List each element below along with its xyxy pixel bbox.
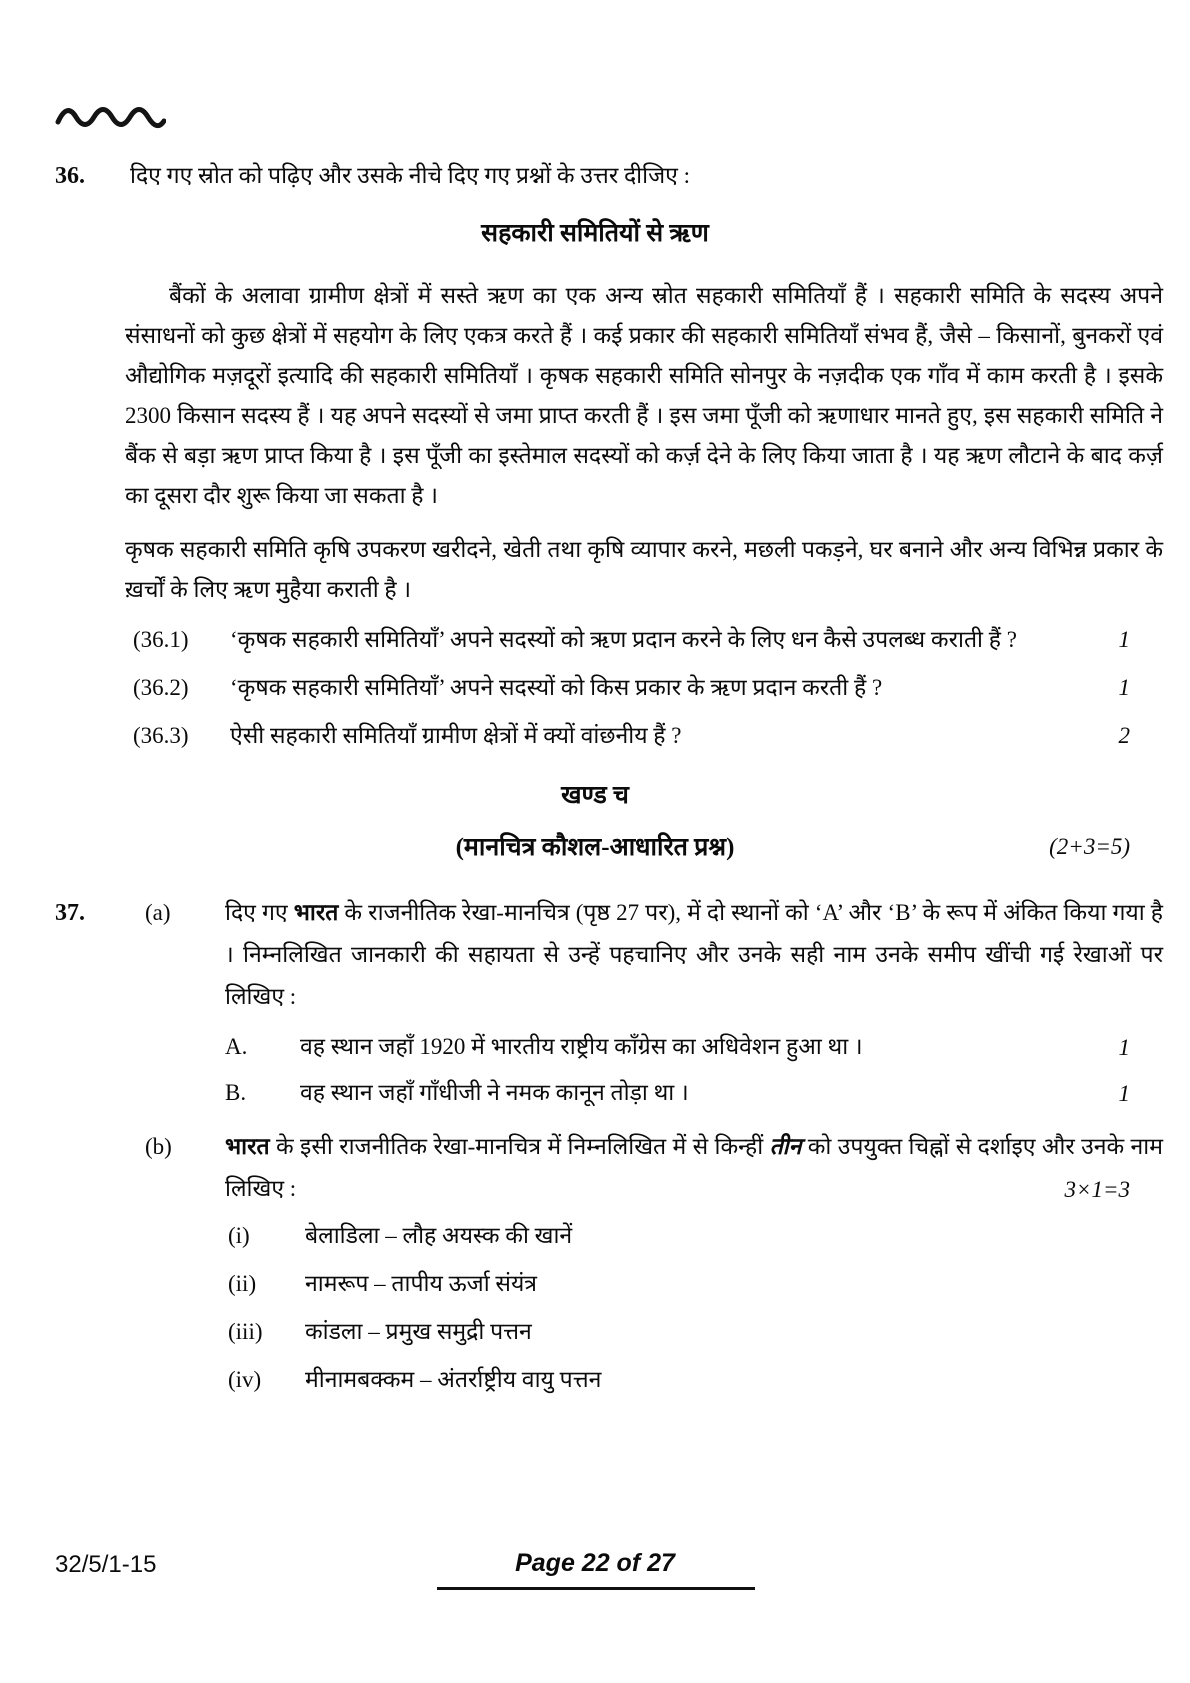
question-37a (0, 892, 1190, 1018)
question-36-1 (0, 620, 1190, 660)
q37b-text-part1: के इसी राजनीतिक रेखा-मानचित्र में निम्नलिखित में से किन्हीं (269, 1134, 770, 1159)
question-37a-item-B (0, 1072, 1190, 1114)
marks-36-3: 2 (1118, 723, 1130, 748)
question-37-number: 37. (55, 900, 85, 926)
question-36-1-label: (36.1) (133, 627, 189, 652)
question-37b-label: (b) (145, 1134, 172, 1159)
squiggle-mark (54, 98, 166, 134)
item-B-text: वह स्थान जहाँ गाँधीजी ने नमक कानून तोड़ा था । (300, 1080, 689, 1105)
question-36-3-text: ऐसी सहकारी समितियाँ ग्रामीण क्षेत्रों में क्यों वांछनीय हैं ? (230, 723, 682, 748)
marks-36-1: 1 (1118, 627, 1130, 652)
item-iii-label: (iii) (228, 1319, 263, 1344)
marks-37b: 3×1=3 (1064, 1177, 1130, 1202)
question-36-number: 36. (55, 163, 85, 189)
item-B-label: B. (225, 1080, 247, 1105)
question-37b (0, 1126, 1190, 1210)
question-37a-item-A (0, 1026, 1190, 1068)
q37b-bold-teen: तीन (769, 1134, 802, 1159)
question-37b-item-ii (0, 1262, 1190, 1306)
source-paragraph-1: बैंकों के अलावा ग्रामीण क्षेत्रों में सस्ते ऋण का एक अन्य स्रोत सहकारी समितियाँ हैं । सहकारी समिति के सदस्य अपने संसाधनों को कुछ क्षेत्रों में सहयोग के लिए एकत्र करते हैं । कई प्रकार की सहकारी समितियाँ संभव हैं, जैसे – किसानों, बुनकरों एवं औद्योगिक मज़दूरों इत्यादि की सहकारी समितियाँ । कृषक सहकारी समिति सोनपुर के नज़दीक एक गाँव में काम करती है । इसके 2300 किसान सदस्य हैं । यह अपने सदस्यों से जमा प्राप्त करती हैं । इस जमा पूँजी को ऋणाधार मानते हुए, इस सहकारी समिति ने बैंक से बड़ा ऋण प्राप्त किया है । इस पूँजी का इस्तेमाल सदस्यों को कर्ज़ देने के लिए किया जाता है । यह ऋण लौटाने के बाद कर्ज़ का दूसरा दौर शुरू किया जा सकता है । (125, 283, 1163, 508)
marks-36-2: 1 (1118, 675, 1130, 700)
item-A-text: वह स्थान जहाँ 1920 में भारतीय राष्ट्रीय काँग्रेस का अधिवेशन हुआ था । (300, 1034, 863, 1059)
item-ii-text: नामरूप – तापीय ऊर्जा संयंत्र (305, 1271, 538, 1296)
item-A-label: A. (225, 1034, 248, 1059)
question-36-2 (0, 668, 1190, 708)
item-i-text: बेलाडिला – लौह अयस्क की खानें (305, 1223, 573, 1248)
question-37a-label: (a) (145, 900, 171, 925)
item-ii-label: (ii) (228, 1271, 257, 1296)
question-36-3 (0, 716, 1190, 756)
q37b-bold-bharat: भारत (225, 1134, 270, 1159)
q37a-text-part1: दिए गए (225, 900, 294, 925)
section-marks: (2+3=5) (1049, 834, 1130, 859)
q37a-text-part2: के राजनीतिक रेखा-मानचित्र (पृष्ठ 27 पर), में दो स्थानों को ‘A’ और ‘B’ के रूप में अंकित किया गया है । निम्नलिखित जानकारी की सहायता से उन्हें पहचानिए और उनके सही नाम उनके समीप खींची गई रेखाओं पर लिखिए : (225, 900, 1163, 1009)
q37a-bold-bharat: भारत (293, 900, 339, 925)
question-37b-number-spacer (55, 1126, 145, 1210)
question-36-1-text: ‘कृषक सहकारी समितियाँ’ अपने सदस्यों को ऋण प्रदान करने के लिए धन कैसे उपलब्ध कराती हैं ? (230, 627, 1017, 652)
page-number: Page 22 of 27 (515, 1549, 675, 1577)
source-title: सहकारी समितियों से ऋण (481, 220, 709, 247)
question-37b-item-iii (0, 1310, 1190, 1354)
marks-37a-A: 1 (1118, 1035, 1130, 1060)
question-36-3-label: (36.3) (133, 723, 189, 748)
item-iv-label: (iv) (228, 1367, 262, 1392)
item-iv-text: मीनामबक्कम – अंतर्राष्ट्रीय वायु पत्तन (305, 1367, 602, 1392)
section-subtitle: (मानचित्र कौशल-आधारित प्रश्न) (455, 834, 735, 861)
item-i-label: (i) (228, 1223, 250, 1248)
question-37b-text (225, 1126, 1163, 1210)
item-iii-text: कांडला – प्रमुख समुद्री पत्तन (305, 1319, 532, 1344)
source-paragraph-2: कृषक सहकारी समिति कृषि उपकरण खरीदने, खेती तथा कृषि व्यापार करने, मछली पकड़ने, घर बनाने और अन्य विभिन्न प्रकार के ख़र्चों के लिए ऋण मुहैया कराती है । (125, 537, 1163, 602)
section-title: खण्ड च (561, 782, 629, 809)
question-36-2-label: (36.2) (133, 675, 189, 700)
question-36-intro: दिए गए स्रोत को पढ़िए और उसके नीचे दिए गए प्रश्नों के उत्तर दीजिए : (130, 163, 691, 188)
question-36-2-text: ‘कृषक सहकारी समितियाँ’ अपने सदस्यों को किस प्रकार के ऋण प्रदान करती हैं ? (230, 675, 883, 700)
marks-37a-B: 1 (1118, 1081, 1130, 1106)
section-subtitle-row (0, 826, 1190, 870)
q37b-text-part2: को उपयुक्त चिह्नों से दर्शाइए और उनके नाम लिखिए : (225, 1134, 1163, 1201)
question-37b-item-iv (0, 1358, 1190, 1402)
footer-divider (437, 1587, 755, 1590)
question-37a-text (225, 892, 1163, 1018)
paper-code: 32/5/1-15 (55, 1551, 157, 1578)
question-36 (0, 156, 1190, 196)
question-37b-item-i (0, 1214, 1190, 1258)
